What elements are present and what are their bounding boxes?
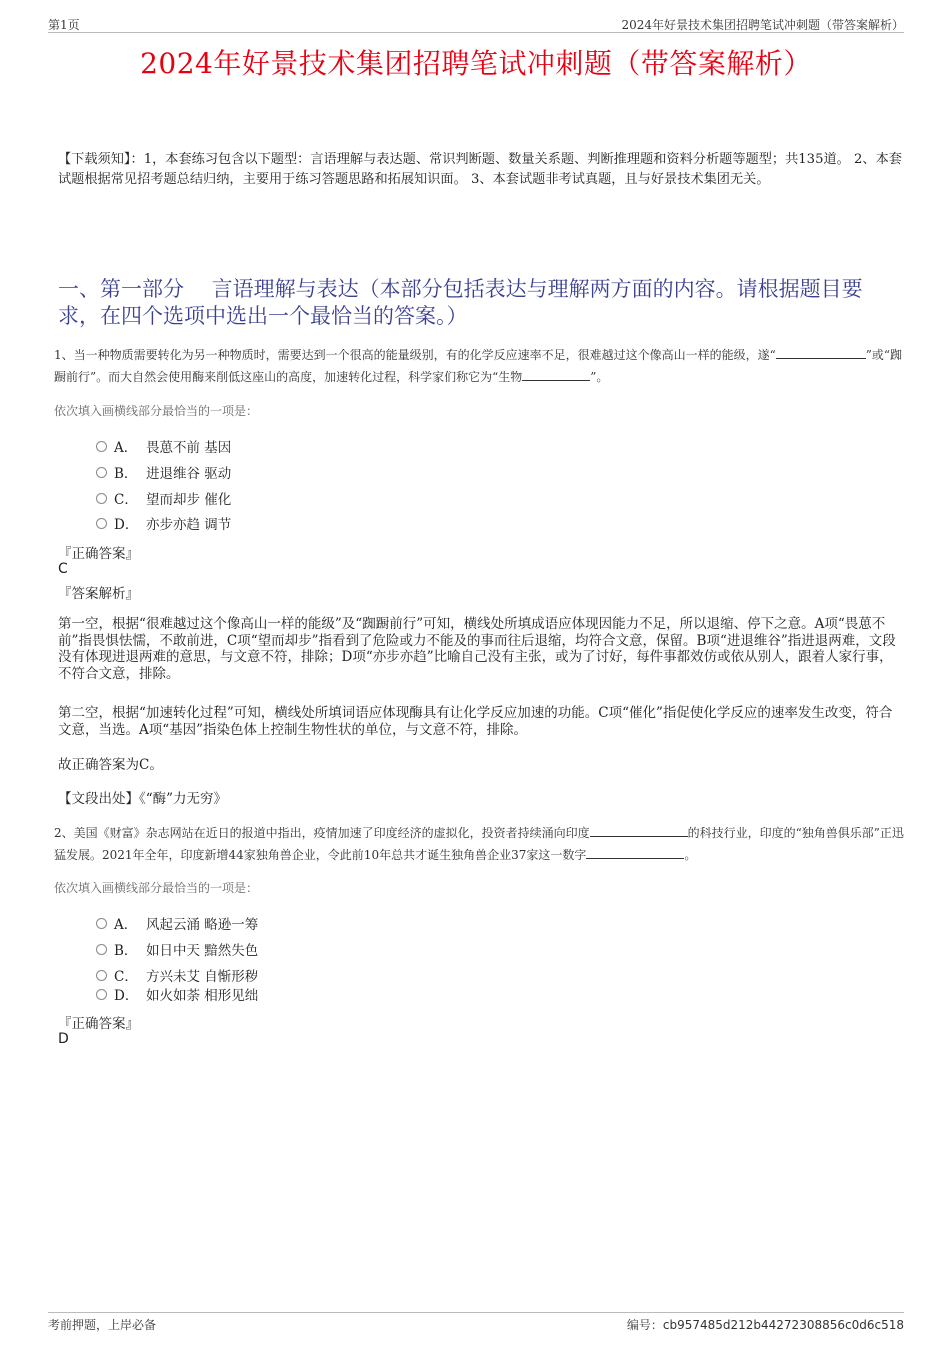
question-2-option-b[interactable] [96, 939, 496, 959]
question-2-option-d[interactable] [96, 984, 496, 1004]
question-1-text [54, 344, 904, 388]
section-title: 一、第一部分 言语理解与表达（本部分包括表达与理解两方面的内容。请根据题目要求，在四个选项中选出一个最恰当的答案。） [58, 277, 863, 328]
option-text: 方兴未艾 自惭形秽 [146, 969, 259, 985]
question-1-analysis-label: 『答案解析』 [58, 586, 139, 602]
question-2-option-c[interactable] [96, 965, 496, 985]
footer-code-value: cb957485d212b44272308856c0d6c518 [662, 1318, 904, 1332]
answer-blank-3 [590, 822, 688, 837]
answer-blank-4 [586, 844, 684, 859]
radio-icon[interactable] [96, 944, 107, 955]
question-2-prompt: 依次填入画横线部分最恰当的一项是： [54, 881, 259, 895]
radio-icon[interactable] [96, 467, 107, 478]
radio-icon[interactable] [96, 918, 107, 929]
option-letter: C． [114, 492, 138, 508]
question-2-text [54, 822, 904, 866]
page-footer [48, 1312, 904, 1333]
question-1-text-b: ”或“踟蹰前行”。而大自然会使用酶来削低这座山的高度，加速转化过程，科学家们称它为“生物 [54, 348, 903, 384]
option-text: 望而却步 催化 [146, 492, 232, 508]
option-text: 进退维谷 驱动 [146, 466, 232, 482]
question-2-text-c: 。 [684, 848, 697, 862]
question-2-text-b: 的科技行业，印度的“独角兽俱乐部”正迅猛发展。2021年全年，印度新增44家独角兽企业，令此前10年总共才诞生独角兽企业37家这一数字 [54, 826, 904, 862]
page-number: 第1页 [48, 18, 80, 32]
question-1-answer: C [58, 561, 68, 577]
page-title: 2024年好景技术集团招聘笔试冲刺题（带答案解析） [140, 47, 812, 80]
question-1-text-c: ”。 [590, 370, 609, 384]
radio-icon[interactable] [96, 970, 107, 981]
question-1-option-d[interactable] [96, 513, 496, 533]
option-letter: A． [114, 917, 138, 933]
radio-icon[interactable] [96, 989, 107, 1000]
question-1-prompt: 依次填入画横线部分最恰当的一项是： [54, 404, 259, 418]
option-text: 如火如荼 相形见绌 [146, 988, 259, 1004]
page-header [48, 14, 904, 33]
header-doc-title: 2024年好景技术集团招聘笔试冲刺题（带答案解析） [621, 18, 904, 32]
question-1-option-c[interactable] [96, 488, 496, 508]
option-text: 风起云涌 略逊一筹 [146, 917, 259, 933]
question-1-option-b[interactable] [96, 462, 496, 482]
radio-icon[interactable] [96, 493, 107, 504]
question-2-answer: D [58, 1031, 69, 1047]
question-1-analysis-conclusion: 故正确答案为C。 [58, 757, 163, 773]
option-letter: B． [114, 466, 138, 482]
question-1-text-a: 1、当一种物质需要转化为另一种物质时，需要达到一个很高的能量级别，有的化学反应速率不足，很难越过这个像高山一样的能级，遂“ [54, 348, 776, 362]
question-1-option-a[interactable] [96, 436, 496, 456]
question-1-answer-label: 『正确答案』 [58, 546, 139, 562]
radio-icon[interactable] [96, 518, 107, 529]
download-notice: 【下载须知】：1，本套练习包含以下题型：言语理解与表达题、常识判断题、数量关系题、判断推理题和资料分析题等题型；共135道。 2、本套试题根据常见招考题总结归纳，主要用于练习答题思路和拓展知识面。 3、本套试题非考试真题，且与好景技术集团无关。 [58, 152, 902, 187]
question-2-answer-label: 『正确答案』 [58, 1016, 139, 1032]
footer-code-label: 编号： [626, 1318, 663, 1332]
question-2-text-a: 2、美国《财富》杂志网站在近日的报道中指出，疫情加速了印度经济的虚拟化，投资者持续涌向印度 [54, 826, 590, 840]
footer-code [627, 1316, 904, 1333]
option-text: 畏葸不前 基因 [146, 440, 232, 456]
question-2-option-a[interactable] [96, 913, 496, 933]
question-1-analysis-paragraph-1: 第一空，根据“很难越过这个像高山一样的能级”及“踟蹰前行”可知，横线处所填成语应体现因能力不足，所以退缩、停下之意。A项“畏葸不前”指畏惧怯懦，不敢前进，C项“望而却步”指看到了危险或力不能及的事而往后退缩，均符合文意，保留。B项“进退维谷”指进退两难，文段没有体现进退两难的意思，与文意不符，排除；D项“亦步亦趋”比喻自己没有主张，或为了讨好，每件事都效仿或依从别人，跟着人家行事，不符合文意，排除。 [58, 616, 896, 682]
answer-blank-2 [522, 366, 590, 381]
option-letter: C． [114, 969, 138, 985]
option-text: 亦步亦趋 调节 [146, 517, 232, 533]
question-1-analysis-paragraph-2: 第二空，根据“加速转化过程”可知，横线处所填词语应体现酶具有让化学反应加速的功能。C项“催化”指促使化学反应的速率发生改变，符合文意，当选。A项“基因”指染色体上控制生物性状的单位，与文意不符，排除。 [58, 705, 893, 738]
option-letter: D． [114, 517, 139, 533]
option-letter: D． [114, 988, 139, 1004]
radio-icon[interactable] [96, 441, 107, 452]
answer-blank-1 [776, 344, 866, 359]
option-letter: B． [114, 943, 138, 959]
question-1-source: 【文段出处】《“酶”力无穷》 [58, 791, 228, 807]
option-text: 如日中天 黯然失色 [146, 943, 259, 959]
option-letter: A． [114, 440, 138, 456]
footer-slogan: 考前押题，上岸必备 [48, 1318, 157, 1332]
